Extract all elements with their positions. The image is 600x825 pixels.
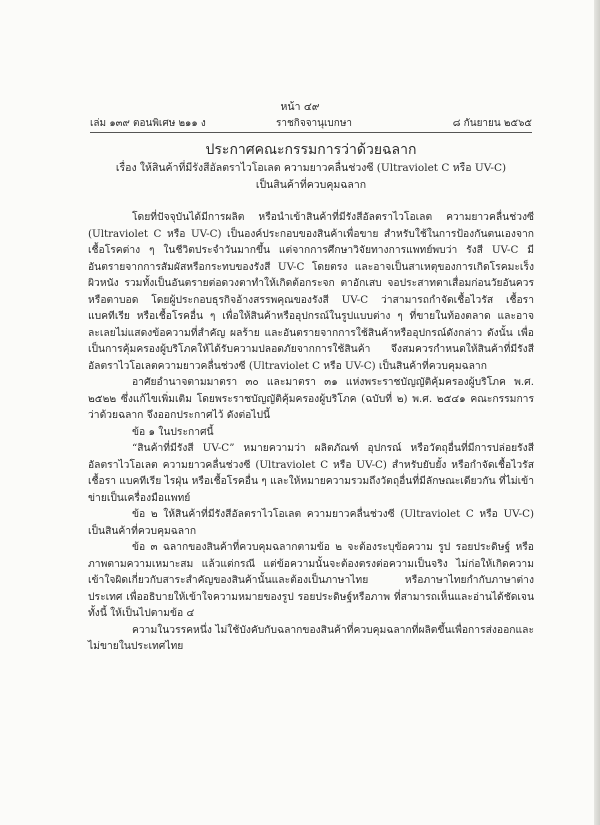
definition-paragraph: “สินค้าที่มีรังสี UV-C” หมายความว่า ผลิตภัณฑ์ อุปกรณ์ หรือวัตถุอื่นที่มีการปล่อยรังสีอัลตราไวโอเลต ความยาวคลื่นช่วงซี (Ultraviolet C หรือ UV-C) สำหรับยับยั้ง หรือกำจัดเชื้อไวรัส เชื้อรา แบคทีเรีย ไรฝุ่น หรือเชื้อโรคอื่น ๆ และให้หมายความรวมถึงวัตถุอื่นที่มีลักษณะเดียวกัน ที่ไม่เข้าข่ายเป็นเครื่องมือแพทย์ (88, 442, 534, 504)
announcement-body (88, 209, 534, 655)
authority-paragraph: อาศัยอำนาจตามมาตรา ๓๐ และมาตรา ๓๑ แห่งพระราชบัญญัติคุ้มครองผู้บริโภค พ.ศ. ๒๕๒๒ ซึ่งแก้ไขเพิ่มเติม โดยพระราชบัญญัติคุ้มครองผู้บริโภค (ฉบับที่ ๒) พ.ศ. ๒๕๔๑ คณะกรรมการว่าด้วยฉลาก จึงออกประกาศไว้ ดังต่อไปนี้ (88, 376, 534, 421)
clause-1-heading: ข้อ ๑ ในประกาศนี้ (132, 425, 214, 438)
preamble-paragraph: โดยที่ปัจจุบันได้มีการผลิต หรือนำเข้าสินค้าที่มีรังสีอัลตราไวโอเลต ความยาวคลื่นช่วงซี (Ultraviolet C หรือ UV-C) เป็นองค์ประกอบของสินค้าเพื่อขาย สำหรับใช้ในการป้องกันตนเองจากเชื้อโรคต่าง ๆ ในชีวิตประจำวันมากขึ้น แต่จากการศึกษาวิจัยทางการแพทย์พบว่า รังสี UV-C มีอันตรายจากการสัมผัสหรือกระทบของรังสี UV-C โดยตรง และอาจเป็นสาเหตุของการเกิดโรคมะเร็งผิวหนัง รวมทั้งเป็นอันตรายต่อดวงตาทำให้เกิดต้อกระจก ตาอักเสบ จอประสาทตาเสื่อมก่อนวัยอันควรหรือตาบอด โดยผู้ประกอบธุรกิจอ้างสรรพคุณของรังสี UV-C ว่าสามารถกำจัดเชื้อไวรัส เชื้อรา แบคทีเรีย หรือเชื้อโรคอื่น ๆ เพื่อให้สินค้าหรืออุปกรณ์ในรูปแบบต่าง ๆ ที่ขายในท้องตลาด และอาจละเลยไม่แสดงข้อความที่สำคัญ ผลร้าย และอันตรายจากการใช้สินค้าหรืออุปกรณ์ดังกล่าว ดังนั้น เพื่อเป็นการคุ้มครองผู้บริโภคให้ได้รับความปลอดภัยจากการใช้สินค้า จึงสมควรกำหนดให้สินค้าที่มีรังสีอัลตราไวโอเลตความยาวคลื่นช่วงซี (Ultraviolet C หรือ UV-C) เป็นสินค้าที่ควบคุมฉลาก (88, 211, 534, 372)
page-number: หน้า ๔๙ (280, 101, 320, 113)
volume-issue: เล่ม ๑๓๙ ตอนพิเศษ ๒๑๑ ง (90, 118, 206, 129)
announcement-subject-line-2: เป็นสินค้าที่ควบคุมฉลาก (255, 179, 367, 191)
clause-2-paragraph: ข้อ ๒ ให้สินค้าที่มีรังสีอัลตราไวโอเลต ความยาวคลื่นช่วงซี (Ultraviolet C หรือ UV-C) เป็นสินค้าที่ควบคุมฉลาก (88, 508, 534, 537)
clause-3-paragraph: ข้อ ๓ ฉลากของสินค้าที่ควบคุมฉลากตามข้อ ๒ จะต้องระบุข้อความ รูป รอยประดิษฐ์ หรือภาพตามความเหมาะสม แล้วแต่กรณี แต่ข้อความนั้นจะต้องตรงต่อความเป็นจริง ไม่ก่อให้เกิดความเข้าใจผิดเกี่ยวกับสาระสำคัญของสินค้านั้นและต้องเป็นภาษาไทย หรือภาษาไทยกำกับภาษาต่างประเทศ เพื่ออธิบายให้เข้าใจความหมายของรูป รอยประดิษฐ์หรือภาพ ที่สามารถเห็นและอ่านได้ชัดเจน ทั้งนี้ ให้เป็นไปตามข้อ ๔ (88, 541, 534, 619)
announcement-title: ประกาศคณะกรรมการว่าด้วยฉลาก (205, 142, 417, 158)
publication-name: ราชกิจจานุเบกษา (276, 118, 353, 129)
clause-3-exemption-paragraph: ความในวรรคหนึ่ง ไม่ใช้บังคับกับฉลากของสินค้าที่ควบคุมฉลากที่ผลิตขึ้นเพื่อการส่งออกและไม่ขายในประเทศไทย (88, 623, 534, 652)
announcement-heading (90, 140, 532, 194)
header-divider (90, 132, 532, 133)
scan-edge-shadow (594, 0, 600, 825)
publication-date: ๘ กันยายน ๒๕๖๕ (452, 118, 532, 129)
announcement-subject-line-1: เรื่อง ให้สินค้าที่มีรังสีอัลตราไวโอเลต ความยาวคลื่นช่วงซี (Ultraviolet C หรือ UV-C) (115, 162, 507, 174)
